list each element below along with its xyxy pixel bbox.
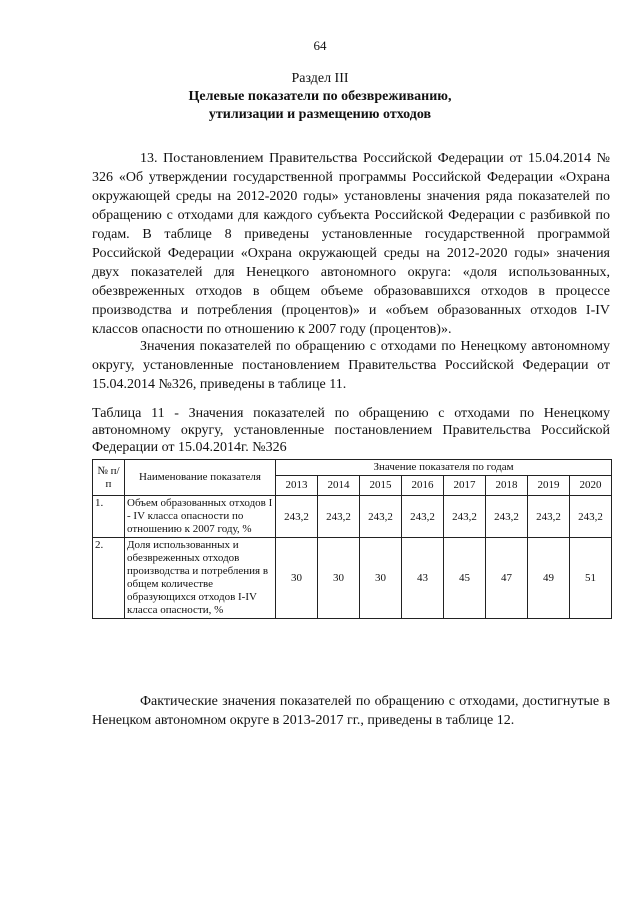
- page-number: 64: [313, 38, 327, 53]
- indicator-value: 30: [360, 538, 402, 619]
- table-caption: Таблица 11 - Значения показателей по обращению с отходами по Ненецкому автономному округу, установленные постановлением Правительства Российской Федерации от 15.04.2014г. №326: [92, 406, 610, 455]
- indicator-value: 243,2: [486, 496, 528, 538]
- indicator-value: 243,2: [528, 496, 570, 538]
- indicator-value: 43: [402, 538, 444, 619]
- header-year: 2019: [528, 476, 570, 496]
- indicator-value: 243,2: [570, 496, 612, 538]
- paragraph-13: 13. Постановлением Правительства Российской Федерации от 15.04.2014 № 326 «Об утверждении государственной программы Российской Федерации «Охрана окружающей среды на 2012-2020 годы» установлены значения ряда показателей по обращению с отходами для каждого субъекта Российской Федерации с разбивкой по годам. В таблице 8 приведены установленные государственной программой Российской Федерации «Охрана окружающей среды на 2012-2020 годы» значения двух показателей для Ненецкого автономного округа: «доля использованных, обезвреженных отходов в общем объеме образовавшихся отходов в процессе производства и потребления (процентов)» и «объем образованных отходов I-IV классов опасности по отношению к 2007 году (процентов)».: [92, 151, 610, 337]
- indicator-value: 243,2: [402, 496, 444, 538]
- header-year: 2017: [444, 476, 486, 496]
- indicator-value: 243,2: [276, 496, 318, 538]
- heading-line-1: Целевые показатели по обезвреживанию,: [188, 89, 452, 104]
- header-name: Наименование показателя: [125, 460, 276, 496]
- table-row: [93, 538, 612, 619]
- document-heading: [0, 88, 640, 124]
- indicator-value: 49: [528, 538, 570, 619]
- indicator-name: Объем образованных отходов I - IV класса опасности по отношению к 2007 году, %: [125, 496, 276, 538]
- header-year: 2016: [402, 476, 444, 496]
- indicator-value: 30: [276, 538, 318, 619]
- heading-line-2: утилизации и размещению отходов: [208, 107, 432, 122]
- header-year-group: Значение показателя по годам: [276, 460, 612, 476]
- paragraph-actual-values: Фактические значения показателей по обращению с отходами, достигнутые в Ненецком автономном округе в 2013-2017 гг., приведены в таблице 12.: [92, 694, 610, 728]
- indicator-value: 45: [444, 538, 486, 619]
- row-number: 2.: [93, 538, 125, 619]
- header-year: 2020: [570, 476, 612, 496]
- header-number: № п/п: [93, 460, 125, 496]
- indicator-value: 47: [486, 538, 528, 619]
- header-year: 2018: [486, 476, 528, 496]
- indicator-value: 243,2: [318, 496, 360, 538]
- indicator-value: 51: [570, 538, 612, 619]
- table-row: [93, 496, 612, 538]
- paragraph-table-intro: Значения показателей по обращению с отходами по Ненецкому автономному округу, установленные постановлением Правительства Российской Федерации от 15.04.2014 №326, приведены в таблице 11.: [92, 339, 610, 392]
- row-number: 1.: [93, 496, 125, 538]
- indicator-value: 243,2: [444, 496, 486, 538]
- section-title: Раздел III: [291, 71, 349, 86]
- indicator-value: 243,2: [360, 496, 402, 538]
- header-year: 2013: [276, 476, 318, 496]
- header-year: 2015: [360, 476, 402, 496]
- targets-table: [92, 459, 612, 619]
- indicator-name: Доля использованных и обезвреженных отходов производства и потребления в общем количестве образующихся отходов I-IV класса опасности, %: [125, 538, 276, 619]
- header-year: 2014: [318, 476, 360, 496]
- indicator-value: 30: [318, 538, 360, 619]
